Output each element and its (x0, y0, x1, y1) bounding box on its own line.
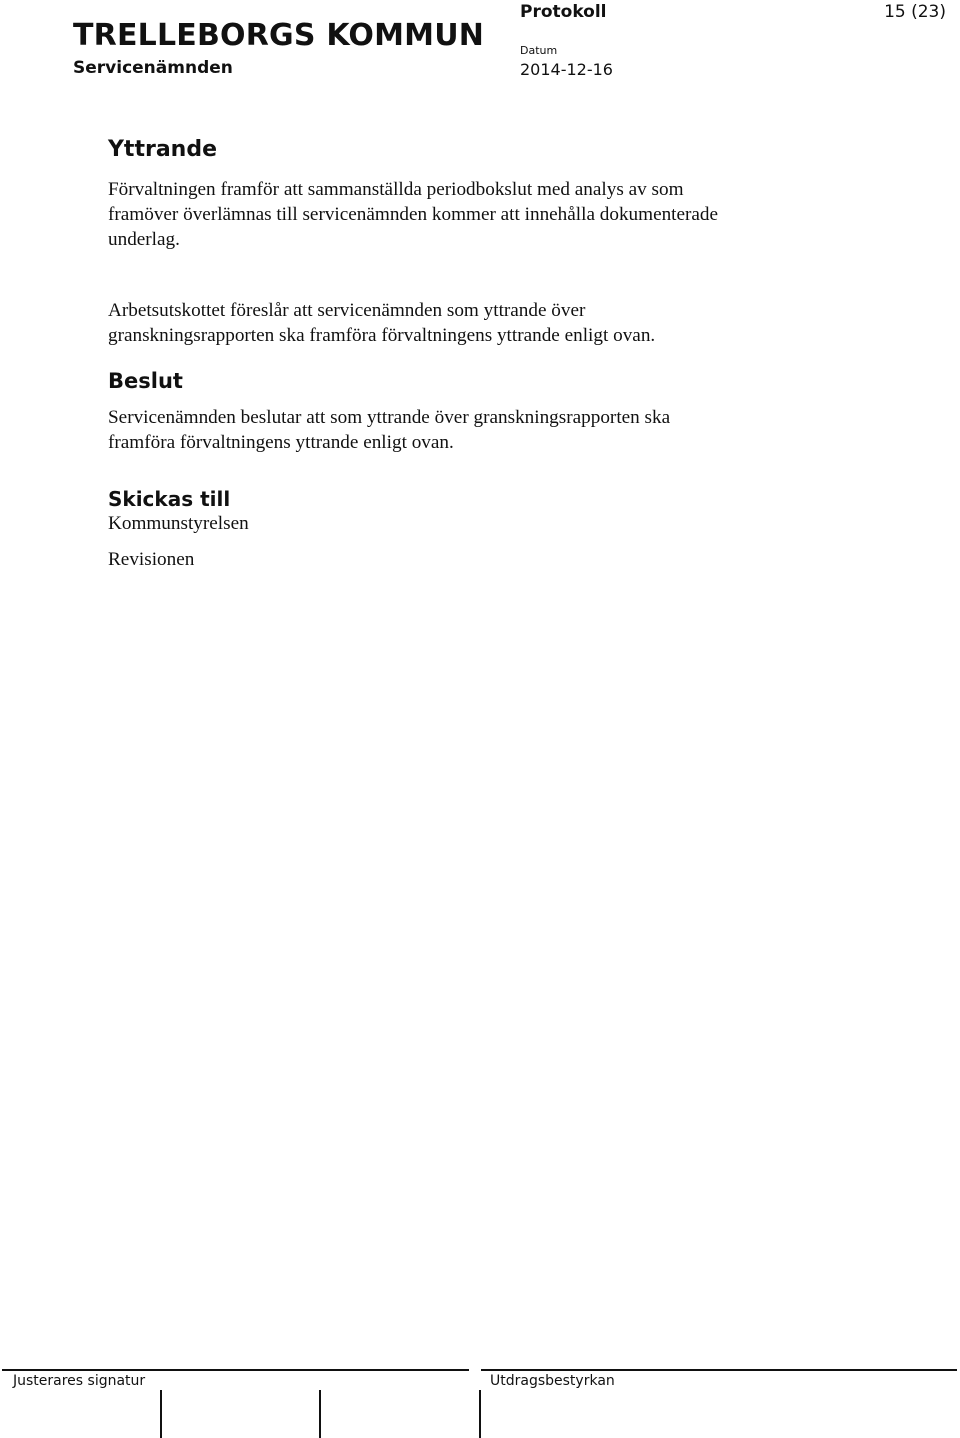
date-label: Datum (520, 44, 558, 57)
section-title-skickas-till: Skickas till (108, 487, 231, 511)
recipient-item: Kommunstyrelsen (108, 513, 249, 534)
text-line: Servicenämnden beslutar att som yttrande över granskningsrapporten ska (108, 407, 671, 428)
committee-name: Servicenämnden (73, 58, 233, 78)
footer-rule-right (481, 1369, 957, 1371)
text-line: granskningsrapporten ska framföra förvaltningens yttrande enligt ovan. (108, 325, 656, 346)
footer-rule-left (2, 1369, 469, 1371)
text-line: Förvaltningen framför att sammanställda periodbokslut med analys av som (108, 179, 684, 200)
page-number: 15 (23) (884, 2, 946, 22)
footer-label-utdragsbestyrkan: Utdragsbestyrkan (490, 1373, 615, 1389)
signature-divider (160, 1390, 162, 1438)
yttrande-paragraph-1 (108, 177, 718, 252)
yttrande-paragraph-2 (108, 298, 655, 348)
signature-divider (479, 1390, 481, 1438)
text-line: framöver överlämnas till servicenämnden kommer att innehålla dokumenterade (108, 204, 719, 225)
footer-label-justerares-signatur: Justerares signatur (13, 1373, 146, 1389)
signature-divider (319, 1390, 321, 1438)
document-type: Protokoll (520, 2, 607, 22)
text-line: underlag. (108, 229, 180, 250)
recipient-item: Revisionen (108, 549, 195, 570)
text-line: Arbetsutskottet föreslår att servicenämnden som yttrande över (108, 300, 586, 321)
organization-name: TRELLEBORGS KOMMUN (73, 18, 485, 53)
text-line: framföra förvaltningens yttrande enligt ovan. (108, 432, 454, 453)
section-title-beslut: Beslut (108, 369, 183, 393)
beslut-paragraph (108, 405, 670, 455)
date-value: 2014-12-16 (520, 60, 613, 79)
section-title-yttrande: Yttrande (108, 137, 217, 162)
